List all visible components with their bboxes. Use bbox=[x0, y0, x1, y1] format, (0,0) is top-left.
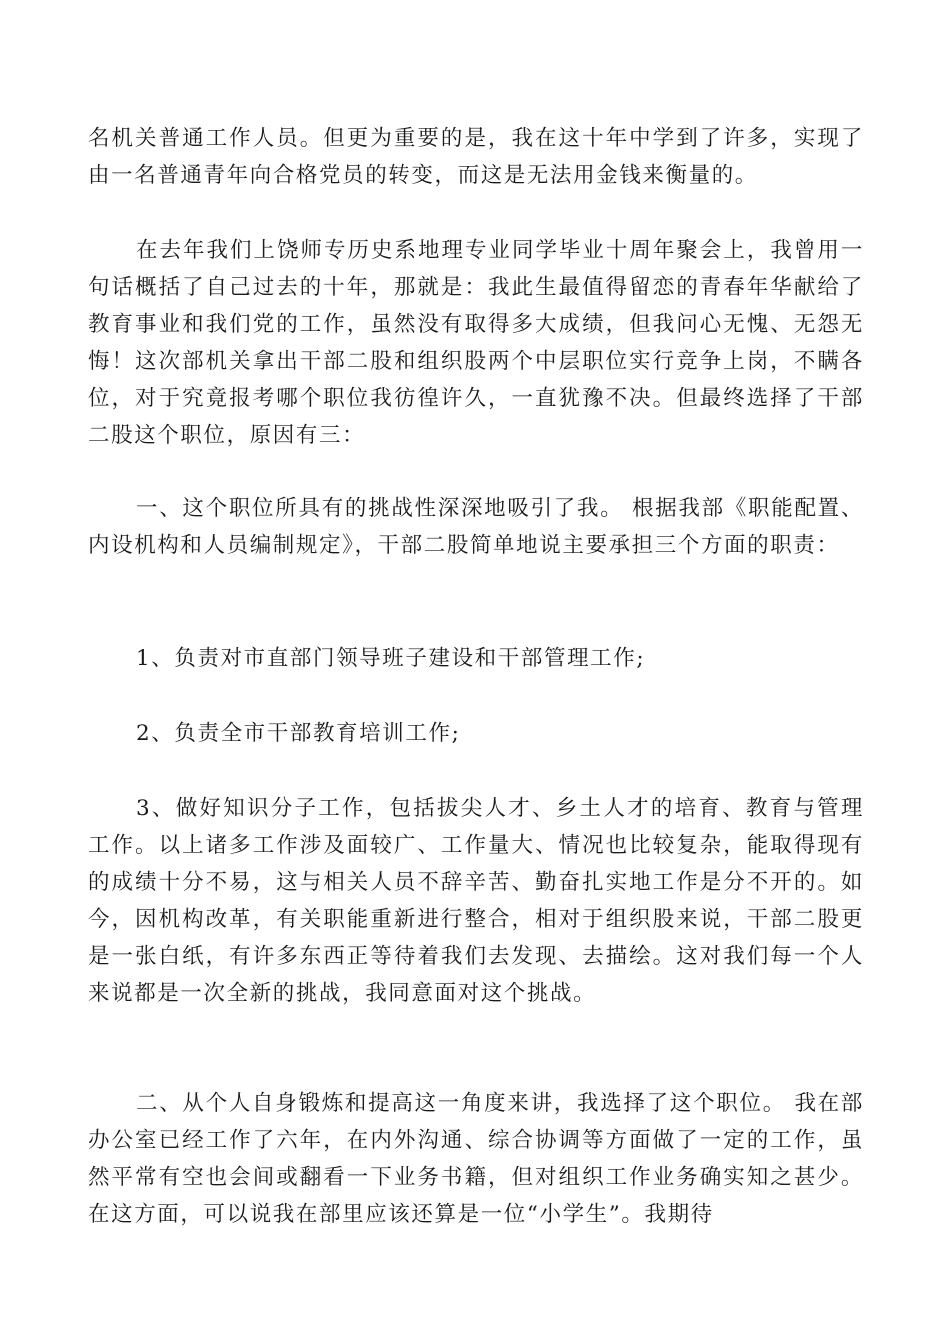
paragraph-duty-1: 1、负责对市直部门领导班子建设和干部管理工作; bbox=[136, 646, 646, 671]
paragraph-continuation: 名机关普通工作人员。但更为重要的是，我在这十年中学到了许多，实现了由一名普通青年向合格党员的转变，而这是无法用金钱来衡量的。 bbox=[88, 126, 864, 188]
paragraph-reason-one: 一、这个职位所具有的挑战性深深地吸引了我。 根据我部《职能配置、内设机构和人员编制规定》，干部二股简单地说主要承担三个方面的职责： bbox=[88, 496, 864, 558]
paragraph-reunion: 在去年我们上饶师专历史系地理专业同学毕业十周年聚会上，我曾用一句话概括了自己过去的十年，那就是：我此生最值得留恋的青春年华献给了教育事业和我们党的工作，虽然没有取得多大成绩，但我问心无愧、无怨无悔！这次部机关拿出干部二股和组织股两个中层职位实行竞争上岗，不瞒各位，对于究竟报考哪个职位我彷徨许久，一直犹豫不决。但最终选择了干部二股这个职位，原因有三： bbox=[88, 238, 864, 448]
paragraph-reason-two: 二、从个人自身锻炼和提高这一角度来讲，我选择了这个职位。 我在部办公室已经工作了六年，在内外沟通、综合协调等方面做了一定的工作，虽然平常有空也会间或翻看一下业务书籍，但对组织工作业务确实知之甚少。在这方面，可以说我在部里应该还算是一位“小学生”。我期待 bbox=[88, 1091, 864, 1227]
paragraph-duty-3: 3、做好知识分子工作，包括拔尖人才、乡土人才的培育、教育与管理工作。以上诸多工作涉及面较广、工作量大、情况也比较复杂，能取得现有的成绩十分不易，这与相关人员不辞辛苦、勤奋扎实地工作是分不开的。如今，因机构改革，有关职能重新进行整合，相对于组织股来说，干部二股更是一张白纸，有许多东西正等待着我们去发现、去描绘。这对我们每一个人来说都是一次全新的挑战，我同意面对这个挑战。 bbox=[88, 796, 864, 1006]
paragraph-duty-2: 2、负责全市干部教育培训工作; bbox=[136, 721, 461, 746]
